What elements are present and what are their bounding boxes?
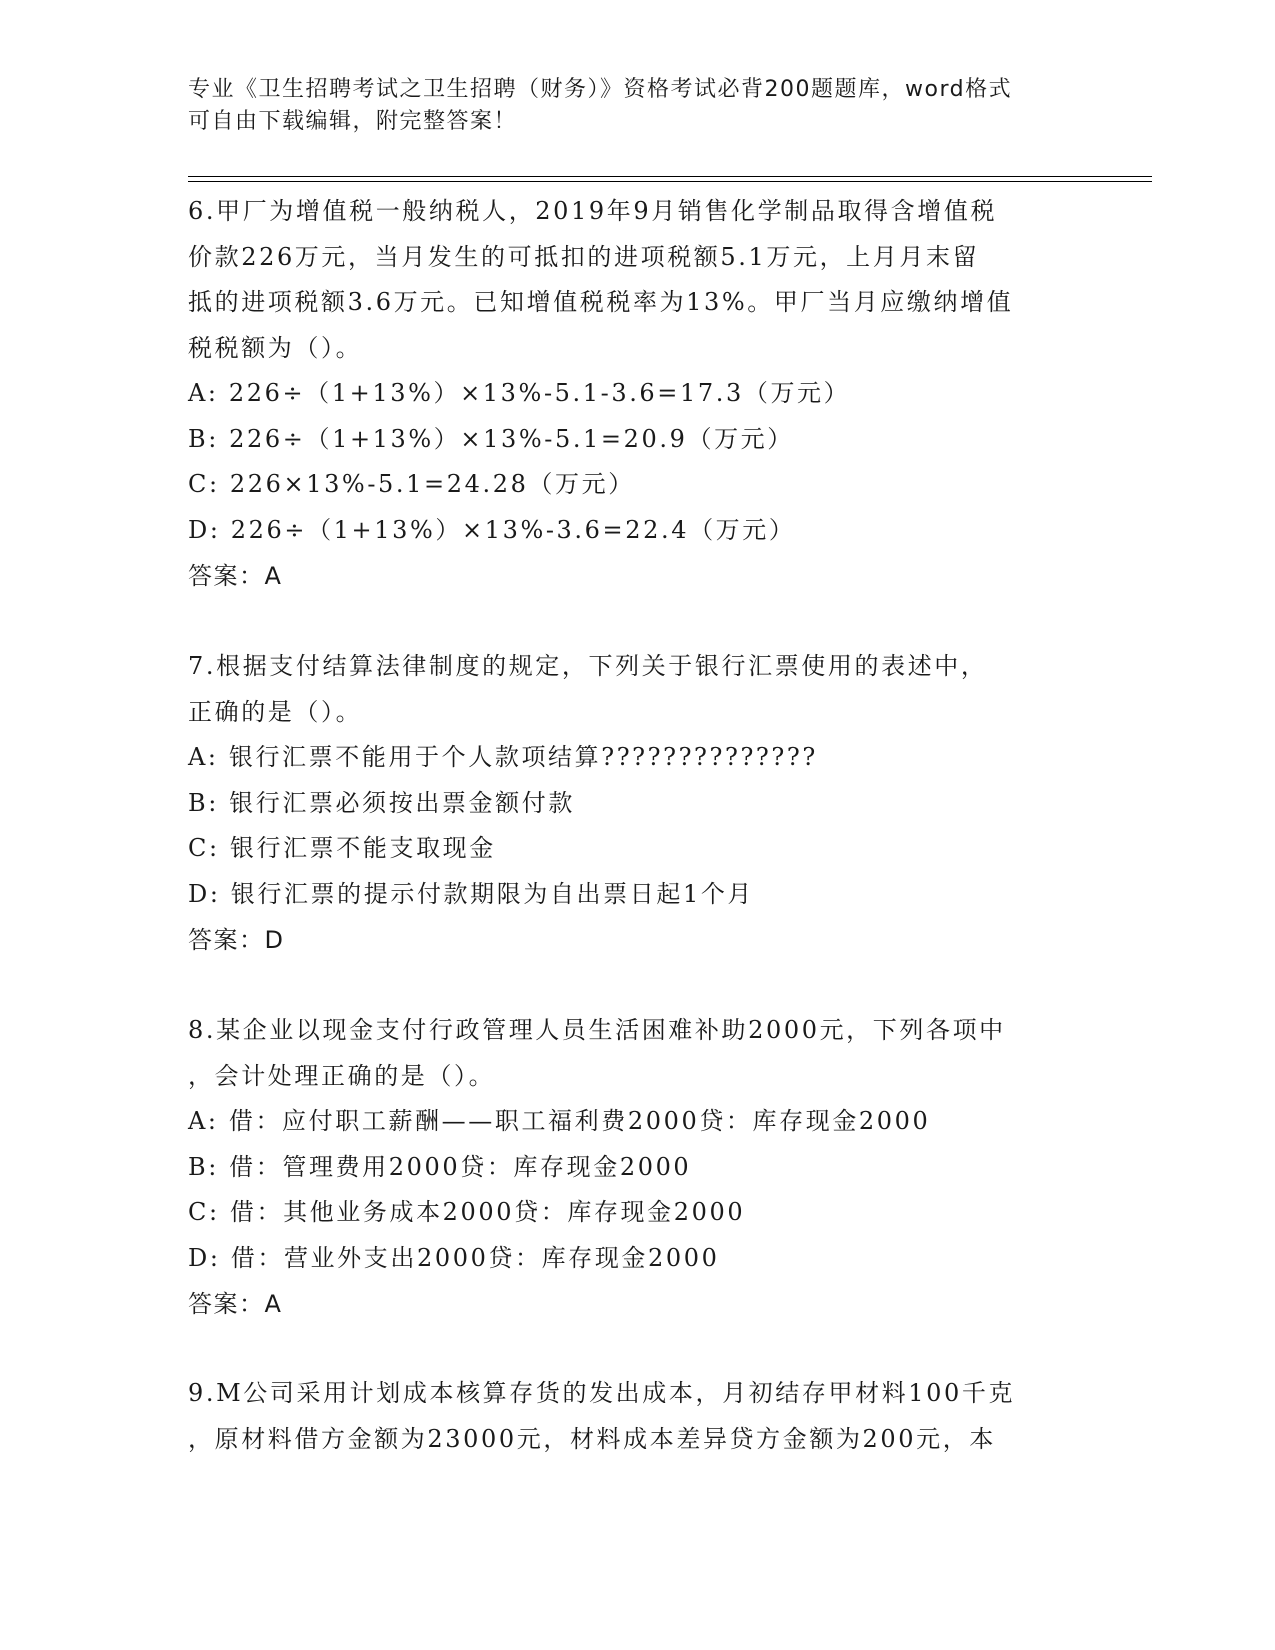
question-9 (188, 1371, 1088, 1462)
option-d: D: 借：营业外支出2000贷：库存现金2000 (188, 1243, 720, 1272)
option-a: A: 借：应付职工薪酬——职工福利费2000贷：库存现金2000 (188, 1107, 931, 1135)
stem-line: 正确的是（）。 (188, 697, 363, 726)
option-a: A: 银行汇票不能用于个人款项结算?????????????? (188, 743, 818, 771)
answer: 答案：A (188, 562, 283, 590)
option-d: D: 银行汇票的提示付款期限为自出票日起1个月 (188, 879, 755, 908)
answer: 答案：A (188, 1290, 283, 1318)
option-c: C: 借：其他业务成本2000贷：库存现金2000 (188, 1198, 746, 1226)
option-c: C: 银行汇票不能支取现金 (188, 834, 496, 862)
stem-line: ，会计处理正确的是（）。 (188, 1061, 496, 1090)
option-a: A: 226÷（1+13%）×13%-5.1-3.6=17.3（万元） (188, 379, 851, 407)
question-stem (188, 1008, 1088, 1099)
document-header (188, 74, 1068, 138)
question-stem (188, 644, 1088, 735)
question-8 (188, 1008, 1088, 1327)
question-6 (188, 189, 1088, 599)
stem-line: 9.M公司采用计划成本核算存货的发出成本，月初结存甲材料100千克 (188, 1379, 1016, 1407)
stem-line: 价款226万元，当月发生的可抵扣的进项税额5.1万元，上月月末留 (188, 242, 980, 271)
header-divider-bottom (188, 181, 1152, 182)
header-divider-top (188, 176, 1152, 177)
question-7 (188, 644, 1088, 963)
header-line-2: 可自由下载编辑，附完整答案！ (188, 109, 518, 134)
option-c: C: 226×13%-5.1=24.28（万元） (188, 470, 635, 498)
option-d: D: 226÷（1+13%）×13%-3.6=22.4（万元） (188, 515, 796, 544)
stem-line: 8.某企业以现金支付行政管理人员生活困难补助2000元，下列各项中 (188, 1016, 1006, 1044)
stem-line: ，原材料借方金额为23000元，材料成本差异贷方金额为200元，本 (188, 1424, 996, 1453)
answer: 答案：D (188, 926, 285, 954)
header-line-1: 专业《卫生招聘考试之卫生招聘（财务）》资格考试必背200题题库，word格式 (188, 77, 1013, 102)
stem-line: 7.根据支付结算法律制度的规定，下列关于银行汇票使用的表述中， (188, 652, 988, 680)
option-b: B: 226÷（1+13%）×13%-5.1=20.9（万元） (188, 424, 794, 453)
option-b: B: 借：管理费用2000贷：库存现金2000 (188, 1152, 692, 1181)
question-stem (188, 189, 1088, 371)
stem-line: 抵的进项税额3.6万元。已知增值税税率为13%。甲厂当月应缴纳增值 (188, 288, 1014, 316)
stem-line: 6.甲厂为增值税一般纳税人，2019年9月销售化学制品取得含增值税 (188, 197, 998, 225)
option-b: B: 银行汇票必须按出票金额付款 (188, 788, 575, 817)
stem-line: 税税额为（）。 (188, 333, 363, 362)
question-stem (188, 1371, 1088, 1462)
